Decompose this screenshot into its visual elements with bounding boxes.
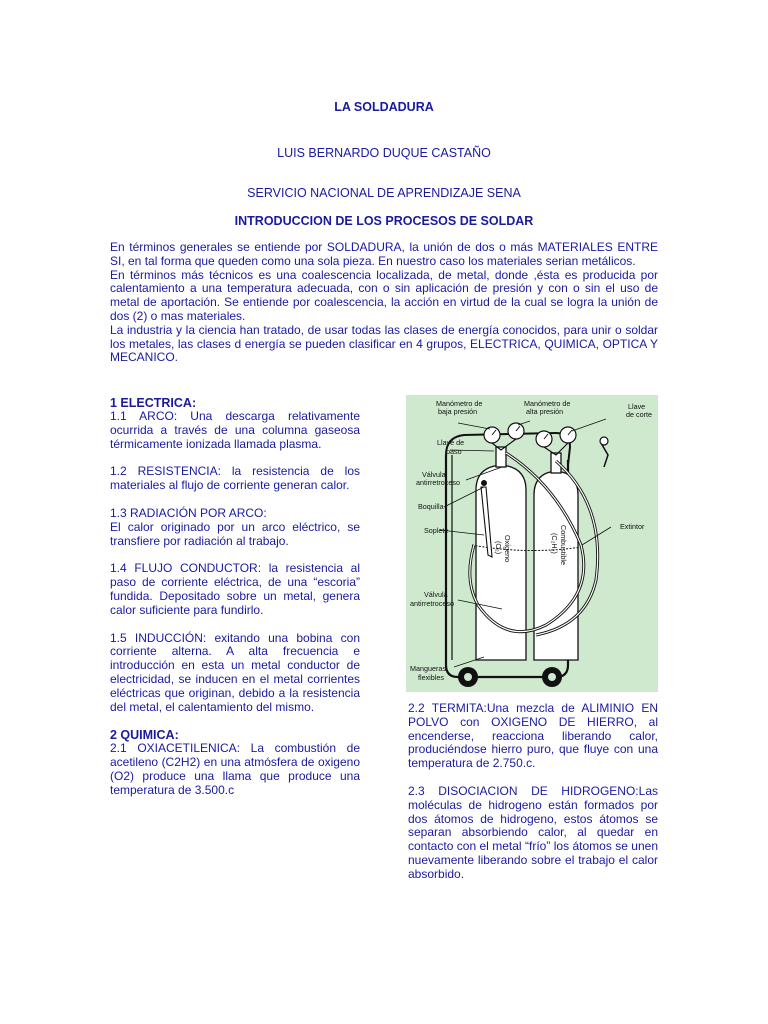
label-manometro-baja-2: baja presión	[438, 407, 478, 416]
item-flujo-conductor: 1.4 FLUJO CONDUCTOR: la resistencia al paso de corriente eléctrica, de una “escoria” fundida. Depositado sobre un metal, genera calor suficiente para fundirlo.	[110, 561, 360, 617]
intro-paragraph-2: En términos más técnicos es una coalescencia localizada, de metal, donde ,ésta es producida por calentamiento a una temperatura adecuada, con o sin aplicación de presión y con o sin el uso de metal de aportación. Se entiende por coalescencia, la acción en virtud de la cual se logra la unión de dos (2) o mas materiales.	[110, 267, 658, 323]
item-radiacion-text: El calor originado por un arco eléctrico, se transfiere por radiación al trabajo.	[110, 519, 360, 548]
label-llave-paso: Llave de	[437, 438, 465, 447]
item-radiacion-title: 1.3 RADIACIÓN POR ARCO:	[110, 505, 267, 520]
item-termita: 2.2 TERMITA:Una mezcla de ALIMINIO EN POLVO con OXIGENO DE HIERRO, al encenderse, reacciona liberando calor, produciéndose hierro puro, que fluye con una temperatura de 2.750.c.	[408, 701, 658, 771]
label-llave-corte: Llave	[628, 402, 646, 411]
label-combustible: Combustible	[559, 525, 568, 565]
document-title: LA SOLDADURA	[334, 100, 434, 114]
item-resistencia: 1.2 RESISTENCIA: la resistencia de los materiales al flujo de corriente generan calor.	[110, 464, 360, 493]
item-arco: 1.1 ARCO: Una descarga relativamente ocurrida a través de una columna gaseosa térmicamente ionizada llamada plasma.	[110, 409, 360, 451]
electrica-heading: 1 ELECTRICA:	[110, 396, 197, 410]
label-boquilla: Boquilla	[418, 502, 444, 511]
welding-equipment-figure	[406, 395, 658, 692]
label-manometro-alta-2: alta presión	[526, 407, 564, 416]
label-manometro-baja: Manómetro de	[436, 399, 483, 408]
label-mangueras-2: flexibles	[418, 673, 444, 682]
label-c2h2: (C₂H₂)	[550, 533, 559, 554]
label-o2: (O₂)	[494, 541, 503, 555]
institution-name: SERVICIO NACIONAL DE APRENDIZAJE SENA	[247, 186, 521, 200]
label-valvula-2-2: antirretroceso	[410, 599, 454, 608]
label-oxigeno: Oxígeno	[503, 535, 512, 563]
intro-paragraph-1: En términos generales se entiende por SOLDADURA, la unión de dos o más MATERIALES ENTRE SI, en tal forma que queden como una sola pieza. En nuestro caso los materiales serian metálicos.	[110, 240, 658, 268]
section-subtitle: INTRODUCCION DE LOS PROCESOS DE SOLDAR	[234, 214, 534, 228]
label-valvula-2: Válvula	[424, 590, 448, 599]
label-extintor: Extintor	[620, 522, 645, 531]
label-mangueras: Mangueras	[410, 664, 446, 673]
quimica-right-column	[408, 702, 658, 882]
author-name: LUIS BERNARDO DUQUE CASTAÑO	[277, 146, 491, 160]
label-llave-paso-2: paso	[446, 447, 462, 456]
quimica-heading: 2 QUIMICA:	[110, 728, 179, 743]
label-valvula-1-2: antirretroceso	[416, 478, 460, 487]
oxyacetylene-equipment-illustration	[406, 395, 658, 692]
item-disociacion-hidrogeno: 2.3 DISOCIACION DE HIDROGENO:Las moléculas de hidrogeno están formados por dos átomos de hidrogeno, estos átomos se separan absorbiendo calor, al quedar en contacto con el metal “frío” los átomos se unen nuevamente liberando sobre el trabajo el calor absorbido.	[408, 783, 658, 881]
intro-block	[110, 241, 658, 365]
item-induccion: 1.5 INDUCCIÓN: exitando una bobina con corriente alterna. A alta frecuencia e introducción en esta un metal conductor de electricidad, se inducen en el metal corrientes eléctricas que originan, debido a la resistencia del metal, el calentamiento del mismo.	[110, 630, 360, 714]
intro-paragraph-3: La industria y la ciencia han tratado, de usar todas las clases de energía conocidos, para unir o soldar los metales, las clases d energía se pueden clasificar en 4 grupos, ELECTRICA, QUIMICA, OPTICA Y MECANICO.	[110, 322, 658, 365]
label-manometro-alta: Manómetro de	[524, 399, 571, 408]
electrica-section	[110, 396, 360, 798]
label-soplete: Soplete	[424, 526, 449, 535]
label-llave-corte-2: de corte	[626, 410, 652, 419]
item-oxiacetilenica: 2.1 OXIACETILENICA: La combustión de acetileno (C2H2) en una atmósfera de oxigeno (O2) produce una llama que produce una temperatura de 3.500.c	[110, 741, 360, 797]
label-valvula-1: Válvula	[422, 470, 446, 479]
